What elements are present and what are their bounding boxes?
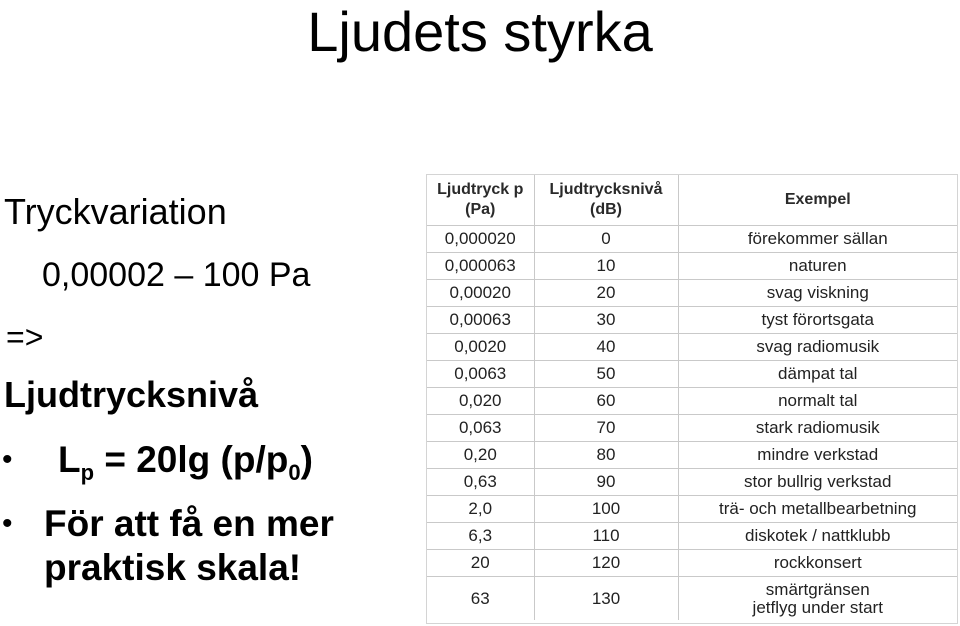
cell-example: svag viskning — [678, 280, 957, 307]
cell-level: 90 — [534, 469, 678, 496]
cell-pressure: 0,020 — [427, 388, 534, 415]
cell-level: 100 — [534, 496, 678, 523]
table-row — [427, 226, 957, 253]
cell-level: 120 — [534, 550, 678, 577]
implies-arrow: => — [6, 319, 44, 355]
cell-pressure: 0,0020 — [427, 334, 534, 361]
cell-level: 130 — [534, 577, 678, 621]
tryckvariation-heading: Tryckvariation — [4, 191, 227, 232]
pressure-range: 0,00002 – 100 Pa — [42, 256, 311, 294]
table-row — [427, 496, 957, 523]
cell-level: 20 — [534, 280, 678, 307]
cell-example: naturen — [678, 253, 957, 280]
cell-example: mindre verkstad — [678, 442, 957, 469]
cell-level: 40 — [534, 334, 678, 361]
formula-text: $L_p = 20\lg$ $(p/p_0)$ — [58, 439, 313, 485]
cell-pressure: 6,3 — [427, 523, 534, 550]
cell-pressure: 0,000020 — [427, 226, 534, 253]
cell-example: normalt tal — [678, 388, 957, 415]
cell-example: svag radiomusik — [678, 334, 957, 361]
cell-level: 0 — [534, 226, 678, 253]
table-row — [427, 334, 957, 361]
cell-pressure: 0,00063 — [427, 307, 534, 334]
cell-example: diskotek / nattklubb — [678, 523, 957, 550]
table-row — [427, 469, 957, 496]
header-example: Exempel — [678, 175, 957, 226]
cell-pressure: 0,000063 — [427, 253, 534, 280]
cell-example: förekommer sällan — [678, 226, 957, 253]
cell-example: rockkonsert — [678, 550, 957, 577]
cell-level: 80 — [534, 442, 678, 469]
cell-pressure: 2,0 — [427, 496, 534, 523]
table-row — [427, 577, 957, 621]
header-pressure: Ljudtryck p (Pa) — [427, 175, 534, 226]
cell-level: 30 — [534, 307, 678, 334]
table-header-row — [427, 175, 957, 226]
sound-level-table — [426, 174, 958, 624]
cell-pressure: 0,63 — [427, 469, 534, 496]
table-row — [427, 388, 957, 415]
table-row — [427, 280, 957, 307]
cell-level: 10 — [534, 253, 678, 280]
cell-example: stor bullrig verkstad — [678, 469, 957, 496]
cell-example: stark radiomusik — [678, 415, 957, 442]
table-row — [427, 523, 957, 550]
cell-example: dämpat tal — [678, 361, 957, 388]
cell-level: 60 — [534, 388, 678, 415]
table-row — [427, 253, 957, 280]
table-row — [427, 361, 957, 388]
table-row — [427, 550, 957, 577]
cell-example: tyst förortsgata — [678, 307, 957, 334]
cell-example: smärtgränsen jetflyg under start — [752, 579, 883, 617]
formula-bullet — [0, 437, 313, 483]
practical-scale-text: För att få en mer praktisk skala! — [44, 503, 334, 588]
cell-pressure: 0,00020 — [427, 280, 534, 307]
slide-title: Ljudets styrka — [307, 0, 653, 63]
table-row — [427, 442, 957, 469]
cell-pressure: 0,0063 — [427, 361, 534, 388]
bullet-dot-icon: • — [2, 507, 13, 540]
cell-pressure: 0,20 — [427, 442, 534, 469]
header-level: Ljudtrycksnivå (dB) — [534, 175, 678, 226]
cell-pressure: 63 — [427, 577, 534, 621]
table-row — [427, 307, 957, 334]
cell-level: 110 — [534, 523, 678, 550]
practical-scale-bullet — [0, 502, 400, 590]
cell-pressure: 0,063 — [427, 415, 534, 442]
cell-example: trä- och metallbearbetning — [678, 496, 957, 523]
cell-level: 50 — [534, 361, 678, 388]
ljudtrycksniva-heading: Ljudtrycksnivå — [4, 374, 259, 415]
bullet-dot-icon: • — [2, 443, 13, 476]
cell-level: 70 — [534, 415, 678, 442]
cell-pressure: 20 — [427, 550, 534, 577]
table-row — [427, 415, 957, 442]
